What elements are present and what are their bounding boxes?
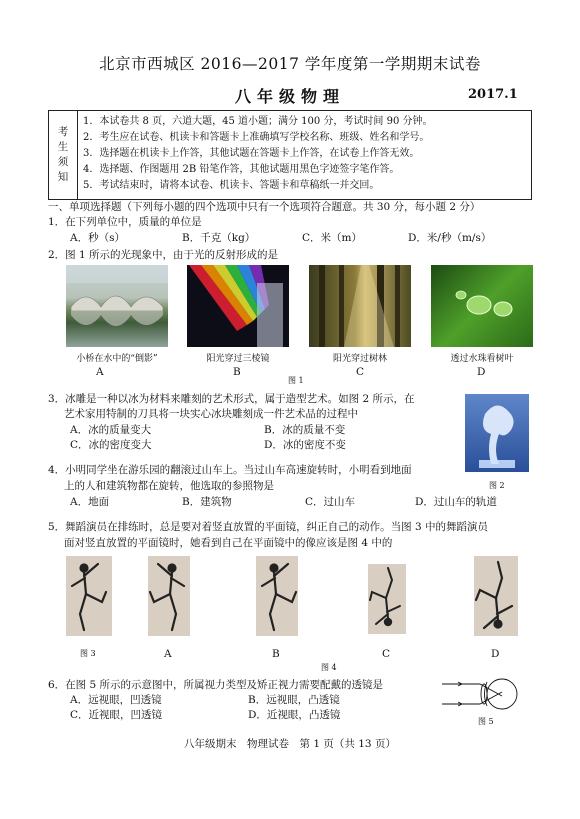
q2-caption-b: 阳光穿过三棱镜 [206,354,270,364]
q2-letter-b: B [233,366,241,378]
forest-sunlight-photo [309,265,411,347]
ice-sculpture-photo [465,394,529,472]
q2-caption-c: 阳光穿过树林 [332,354,387,364]
dancer-illustration [66,556,112,636]
q6-option-b: B．远视眼，凸透镜 [248,694,340,706]
figure-1-label: 图 1 [288,376,304,385]
q4-stem-line2: 上的人和建筑物都在旋转，他选取的参照物是 [64,480,274,492]
q1-option-b: B．千克（kg） [182,232,256,244]
q1-option-c: C．米（m） [302,232,362,244]
notice-label-char: 考 [57,126,69,138]
q3-option-d: D．冰的密度不变 [264,439,346,451]
q4-option-c: C．过山车 [305,496,356,508]
bridge-reflection-photo [66,265,168,347]
dancer-option-b-photo [256,556,298,636]
notice-item: 2．考生应在试卷、机读卡和答题卡上准确填写学校名称、班级、姓名和学号。 [83,132,430,143]
page-footer: 八年级期末 物理试卷 第 1 页（共 13 页） [184,738,396,750]
q1-stem: 1．在下列单位中，质量的单位是 [48,216,202,228]
dancer-option-d-photo [474,556,518,636]
q2-caption-d: 透过水珠看树叶 [450,354,514,364]
notice-item: 4．选择题、作图题用 2B 铅笔作答，其他试题用黑色字迹签字笔作答。 [83,164,400,175]
q6-option-a: A．远视眼，凹透镜 [70,694,162,706]
notice-label-char: 生 [57,141,69,153]
q5-letter-c: C [382,648,391,660]
q2-caption-a: 小桥在水中的“倒影” [76,354,158,364]
exam-title: 北京市西城区 2016—2017 学年度第一学期期末试卷 [99,55,481,73]
q5-letter-b: B [272,648,280,660]
q2-letter-a: A [96,366,104,378]
water-drop-leaf-photo [431,265,533,347]
q3-option-b: B．冰的质量不变 [264,424,346,436]
q4-stem-line1: 4．小明同学坐在游乐园的翻滚过山车上。当过山车高速旋转时，小明看到地面 [48,464,412,476]
q3-option-c: C．冰的密度变大 [70,439,152,451]
notice-label [49,111,78,199]
q3-stem-line1: 3．冰雕是一种以冰为材料来雕刻的艺术形式，属于造型艺术。如图 2 所示，在 [48,393,415,405]
q1-option-d: D．米/秒（m/s） [408,232,492,244]
prism-photo [187,265,289,347]
q3-stem-line2: 艺术家用特制的刀具将一块实心冰块雕刻成一件艺术品的过程中 [64,408,358,420]
dancer-illustration [368,564,406,634]
water-drops-illustration [431,265,533,347]
q3-option-a: A．冰的质量变大 [70,424,152,436]
q2-letter-d: D [477,366,486,378]
q6-option-d: D．近视眼，凸透镜 [248,709,341,721]
figure-5-label: 图 5 [478,717,494,726]
notice-label-char: 知 [57,171,69,183]
forest-trees-illustration [309,265,411,347]
dancer-option-c-photo [368,564,406,634]
bridge-reflection-illustration [66,265,168,347]
exam-subtitle: 八年级物理 [234,87,345,106]
q4-option-a: A．地面 [70,496,110,508]
notice-item: 1．本试卷共 8 页，六道大题，45 道小题；满分 100 分，考试时间 90 分钟。 [83,116,433,127]
figure-4-label: 图 4 [321,663,337,672]
q5-stem-line2: 面对竖直放置的平面镜时，她看到自己在平面镜中的像应该是图 4 中的 [64,537,393,549]
figure-2-label: 图 2 [489,481,505,490]
eye-diagram [440,674,530,714]
dancer-illustration [148,556,190,636]
q6-option-c: C．近视眼，凹透镜 [70,709,163,721]
figure-3-label: 图 3 [80,649,96,658]
q2-letter-c: C [356,366,365,378]
notice-label-char: 须 [57,156,69,168]
dancer-illustration [256,556,298,636]
q4-option-d: D．过山车的轨道 [415,496,497,508]
dancer-illustration [474,556,518,636]
q5-stem-line1: 5．舞蹈演员在排练时，总是要对着竖直放置的平面镜，纠正自己的动作。当图 3 中的舞蹈演员 [48,521,489,533]
section-heading: 一、单项选择题（下列每小题的四个选项中只有一个选项符合题意。共 30 分，每小题 2 分） [48,201,481,213]
q2-stem: 2．图 1 所示的光现象中，由于光的反射形成的是 [48,249,279,261]
exam-date: 2017.1 [468,87,518,102]
q5-letter-a: A [164,648,172,660]
dancer-figure-3-photo [66,556,112,636]
q5-letter-d: D [491,648,500,660]
notice-items [83,114,527,194]
notice-item: 5．考试结束时，请将本试卷、机读卡、答题卡和草稿纸一并交回。 [83,180,380,191]
dancer-option-a-photo [148,556,190,636]
q4-option-b: B．建筑物 [182,496,232,508]
q6-stem: 6．在图 5 所示的示意图中，所属视力类型及矫正视力需要配戴的透镜是 [48,679,384,691]
candidate-notice-box [48,110,532,200]
notice-item: 3．选择题在机读卡上作答，其他试题在答题卡上作答，在试卷上作答无效。 [83,148,420,159]
prism-rainbow-illustration [187,265,289,347]
ice-sculpture-illustration [465,394,529,472]
q1-option-a: A．秒（s） [70,232,125,244]
